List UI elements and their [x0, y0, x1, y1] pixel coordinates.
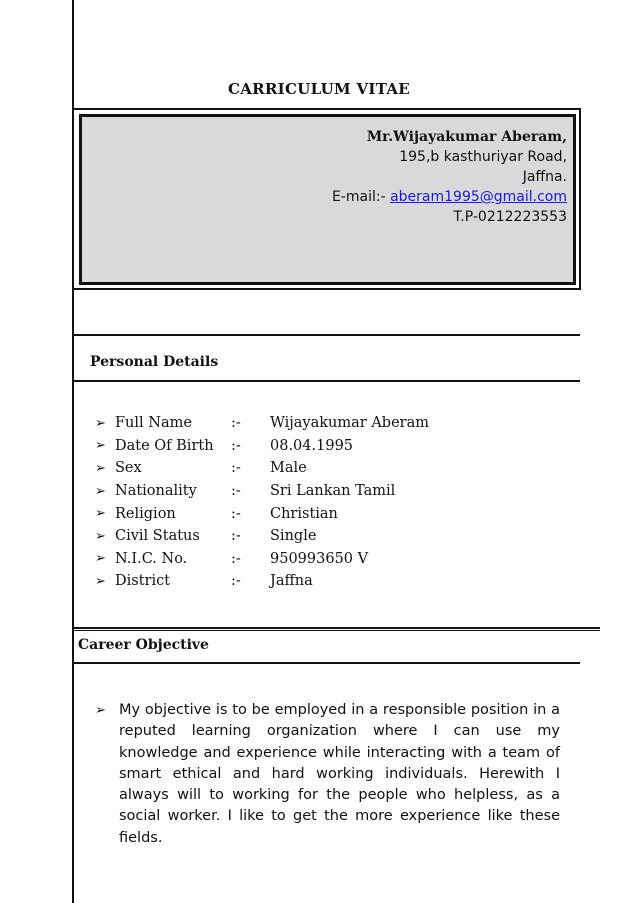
arrow-bullet-icon: ➢	[95, 703, 106, 718]
contact-phone: T.P-0212223553	[453, 209, 567, 225]
detail-value: 950993650 V	[270, 550, 369, 567]
contact-city: Jaffna.	[522, 169, 567, 185]
contact-address: 195,b kasthuriyar Road,	[399, 149, 567, 165]
detail-separator: :-	[231, 528, 241, 545]
detail-value: 08.04.1995	[270, 437, 354, 454]
arrow-bullet-icon: ➢	[95, 573, 106, 589]
divider	[72, 334, 580, 336]
divider	[72, 380, 580, 382]
detail-label: Sex	[115, 460, 142, 477]
list-item	[95, 525, 429, 548]
list-item	[95, 502, 429, 525]
detail-separator: :-	[231, 550, 241, 567]
list-item	[95, 548, 429, 571]
arrow-bullet-icon: ➢	[95, 506, 106, 522]
email-link[interactable]: aberam1995@gmail.com	[390, 189, 567, 205]
contact-email-row	[332, 187, 567, 207]
list-item	[95, 457, 429, 480]
detail-label: Full Name	[115, 415, 192, 432]
detail-separator: :-	[231, 415, 241, 432]
contact-box-inner	[79, 114, 576, 285]
contact-name: Mr.Wijayakumar Aberam,	[366, 129, 567, 145]
arrow-bullet-icon: ➢	[95, 483, 106, 499]
contact-box	[72, 108, 581, 290]
detail-value: Jaffna	[270, 573, 313, 590]
detail-value: Christian	[270, 505, 338, 522]
detail-label: N.I.C. No.	[115, 550, 188, 567]
divider	[72, 627, 600, 629]
divider	[72, 630, 600, 631]
detail-value: Single	[270, 528, 317, 545]
personal-details-list	[95, 412, 429, 593]
document-title: CARRICULUM VITAE	[227, 80, 411, 98]
contact-block	[332, 127, 567, 227]
list-item	[95, 570, 429, 593]
career-objective	[95, 700, 560, 849]
detail-label: District	[115, 573, 171, 590]
detail-value: Sri Lankan Tamil	[270, 483, 396, 500]
detail-label: Civil Status	[115, 528, 200, 545]
detail-separator: :-	[231, 460, 241, 477]
detail-separator: :-	[231, 505, 241, 522]
arrow-bullet-icon: ➢	[95, 528, 106, 544]
detail-separator: :-	[231, 483, 241, 500]
divider	[72, 662, 580, 664]
detail-separator: :-	[231, 437, 241, 454]
arrow-bullet-icon: ➢	[95, 460, 106, 476]
list-item	[95, 435, 429, 458]
career-objective-text: My objective is to be employed in a responsible position in a reputed learning organization where I can use my knowledge and experience while interacting with a team of smart ethical and hard working individuals. Herewith I always will to working for the people who helpless, as a social worker. I like to get the more experience like these fields.	[119, 702, 560, 846]
detail-value: Male	[270, 460, 307, 477]
detail-value: Wijayakumar Aberam	[270, 415, 429, 432]
arrow-bullet-icon: ➢	[95, 415, 106, 431]
detail-label: Religion	[115, 505, 176, 522]
personal-details-heading: Personal Details	[90, 354, 219, 370]
detail-label: Date Of Birth	[115, 437, 214, 454]
arrow-bullet-icon: ➢	[95, 438, 106, 454]
career-objective-heading: Career Objective	[78, 637, 209, 653]
detail-separator: :-	[231, 573, 241, 590]
arrow-bullet-icon: ➢	[95, 551, 106, 567]
list-item	[95, 480, 429, 503]
list-item	[95, 412, 429, 435]
email-label: E-mail:-	[331, 189, 391, 205]
detail-label: Nationality	[115, 483, 197, 500]
